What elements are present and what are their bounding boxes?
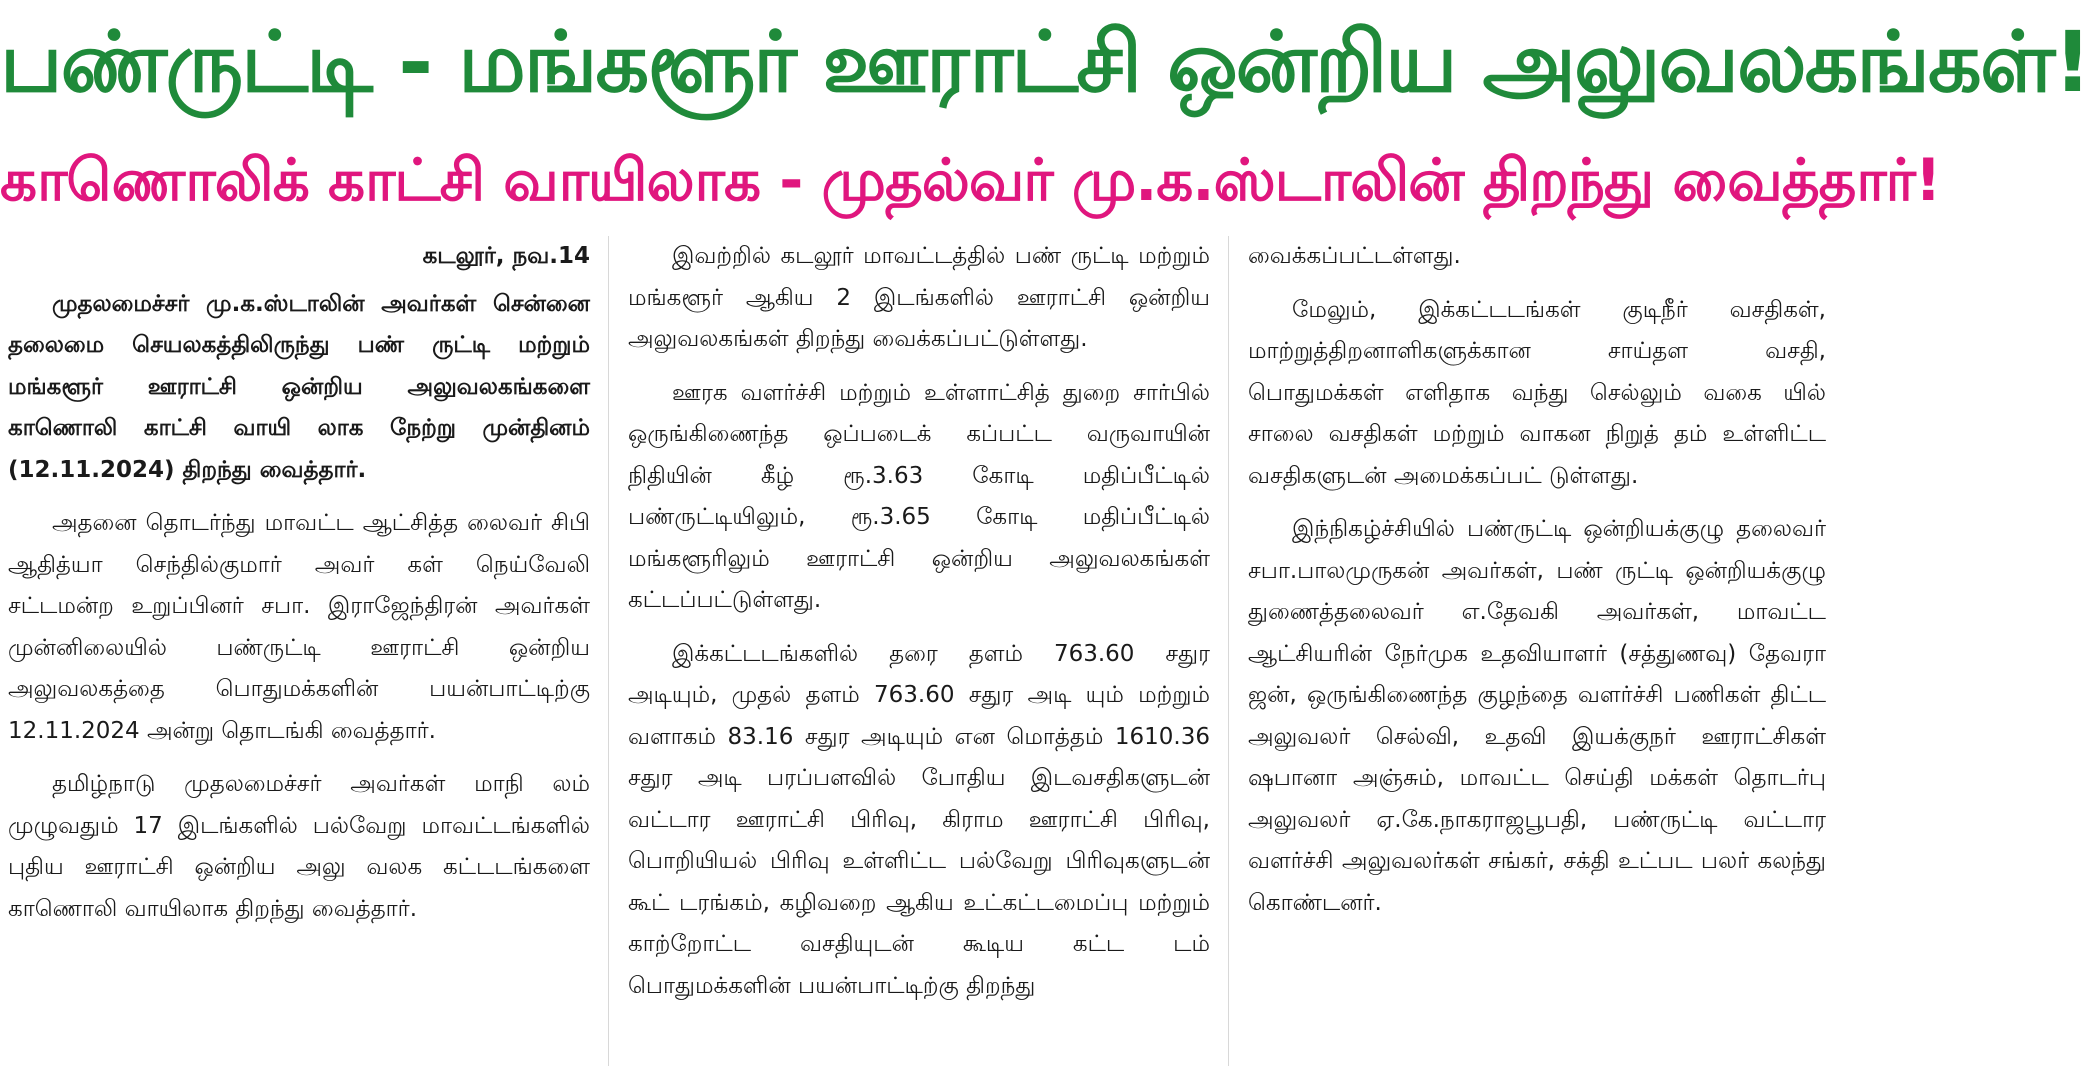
subheadline: காணொலிக் காட்சி வாயிலாக - முதல்வர் மு.க.ஸ்டாலின் திறந்து வைத்தார்! [0,146,1941,214]
article-column-3 [1248,236,1826,1066]
article-paragraph: ஊரக வளர்ச்சி மற்றும் உள்ளாட்சித் துறை சார்பில் ஒருங்கிணைந்த ஒப்படைக் கப்பட்ட வருவாயின் நிதியின் கீழ் ரூ.3.63 கோடி மதிப்பீட்டில் பண்ருட்டியிலும், ரூ.3.65 கோடி மதிப்பீட்டில் மங்களூரிலும் ஊராட்சி ஒன்றிய அலுவலகங்கள் கட்டப்பட்டுள்ளது. [628,379,1210,613]
lead-paragraph: முதலமைச்சர் மு.க.ஸ்டாலின் அவர்கள் சென்னை தலைமை செயலகத்திலிருந்து பண் ருட்டி மற்றும் மங்களூர் ஊராட்சி ஒன்றிய அலுவலகங்களை காணொலி காட்சி வாயி லாக நேற்று முன்தினம் (12.11.2024) திறந்து வைத்தார். [8,290,590,483]
article-column-2 [628,236,1210,1066]
article-paragraph: அதனை தொடர்ந்து மாவட்ட ஆட்சித்த லைவர் சிபி ஆதித்யா செந்தில்குமார் அவர் கள் நெய்வேலி சட்டமன்ற உறுப்பினர் சபா. இராஜேந்திரன் அவர்கள் முன்னிலையில் பண்ருட்டி ஊராட்சி ஒன்றிய அலுவலகத்தை பொதுமக்களின் பயன்பாட்டிற்கு 12.11.2024 அன்று தொடங்கி வைத்தார். [8,510,590,744]
article-column-1 [8,236,590,1066]
column-divider [1228,236,1229,1066]
article-paragraph: இக்கட்டடங்களில் தரை தளம் 763.60 சதுர அடியும், முதல் தளம் 763.60 சதுர அடி யும் மற்றும் வளாகம் 83.16 சதுர அடியும் என மொத்தம் 1610.36 சதுர அடி பரப்பளவில் போதிய இடவசதிகளுடன் வட்டார ஊராட்சி பிரிவு, கிராம ஊராட்சி பிரிவு, பொறியியல் பிரிவு உள்ளிட்ட பல்வேறு பிரிவுகளுடன் கூட் டரங்கம், கழிவறை ஆகிய உட்கட்டமைப்பு மற்றும் காற்றோட்ட வசதியுடன் கூடிய கட்ட டம் பொதுமக்களின் பயன்பாட்டிற்கு திறந்து [628,640,1210,999]
headline: பண்ருட்டி - மங்களூர் ஊராட்சி ஒன்றிய அலுவலகங்கள்! [0,13,2090,111]
dateline: கடலூர், நவ.14 [422,243,590,269]
article-paragraph: தமிழ்நாடு முதலமைச்சர் அவர்கள் மாநி லம் முழுவதும் 17 இடங்களில் பல்வேறு மாவட்டங்களில் புதிய ஊராட்சி ஒன்றிய அலு வலக கட்டடங்களை காணொலி வாயிலாக திறந்து வைத்தார். [8,771,590,922]
article-paragraph: மேலும், இக்கட்டடங்கள் குடிநீர் வசதிகள், மாற்றுத்திறனாளிகளுக்கான சாய்தள வசதி, பொதுமக்கள் எளிதாக வந்து செல்லும் வகை யில் சாலை வசதிகள் மற்றும் வாகன நிறுத் தம் உள்ளிட்ட வசதிகளுடன் அமைக்கப்பட் டுள்ளது. [1248,296,1826,489]
article-paragraph: இவற்றில் கடலூர் மாவட்டத்தில் பண் ருட்டி மற்றும் மங்களூர் ஆகிய 2 இடங்களில் ஊராட்சி ஒன்றிய அலுவலகங்கள் திறந்து வைக்கப்பட்டுள்ளது. [628,243,1210,352]
article-paragraph: வைக்கப்பட்டள்ளது. [1248,243,1461,269]
column-divider [608,236,609,1066]
article-paragraph: இந்நிகழ்ச்சியில் பண்ருட்டி ஒன்றியக்குழு தலைவர் சபா.பாலமுருகன் அவர்கள், பண் ருட்டி ஒன்றியக்குழு துணைத்தலைவர் எ.தேவகி அவர்கள், மாவட்ட ஆட்சியரின் நேர்முக உதவியாளர் (சத்துணவு) தேவரா ஜன், ஒருங்கிணைந்த குழந்தை வளர்ச்சி பணிகள் திட்ட அலுவலர் செல்வி, உதவி இயக்குநர் ஊராட்சிகள் ஷபானா அஞ்சும், மாவட்ட செய்தி மக்கள் தொடர்பு அலுவலர் ஏ.கே.நாகராஜபூபதி, பண்ருட்டி வட்டார வளர்ச்சி அலுவலர்கள் சங்கர், சக்தி உட்பட பலர் கலந்து கொண்டனர். [1248,516,1826,916]
